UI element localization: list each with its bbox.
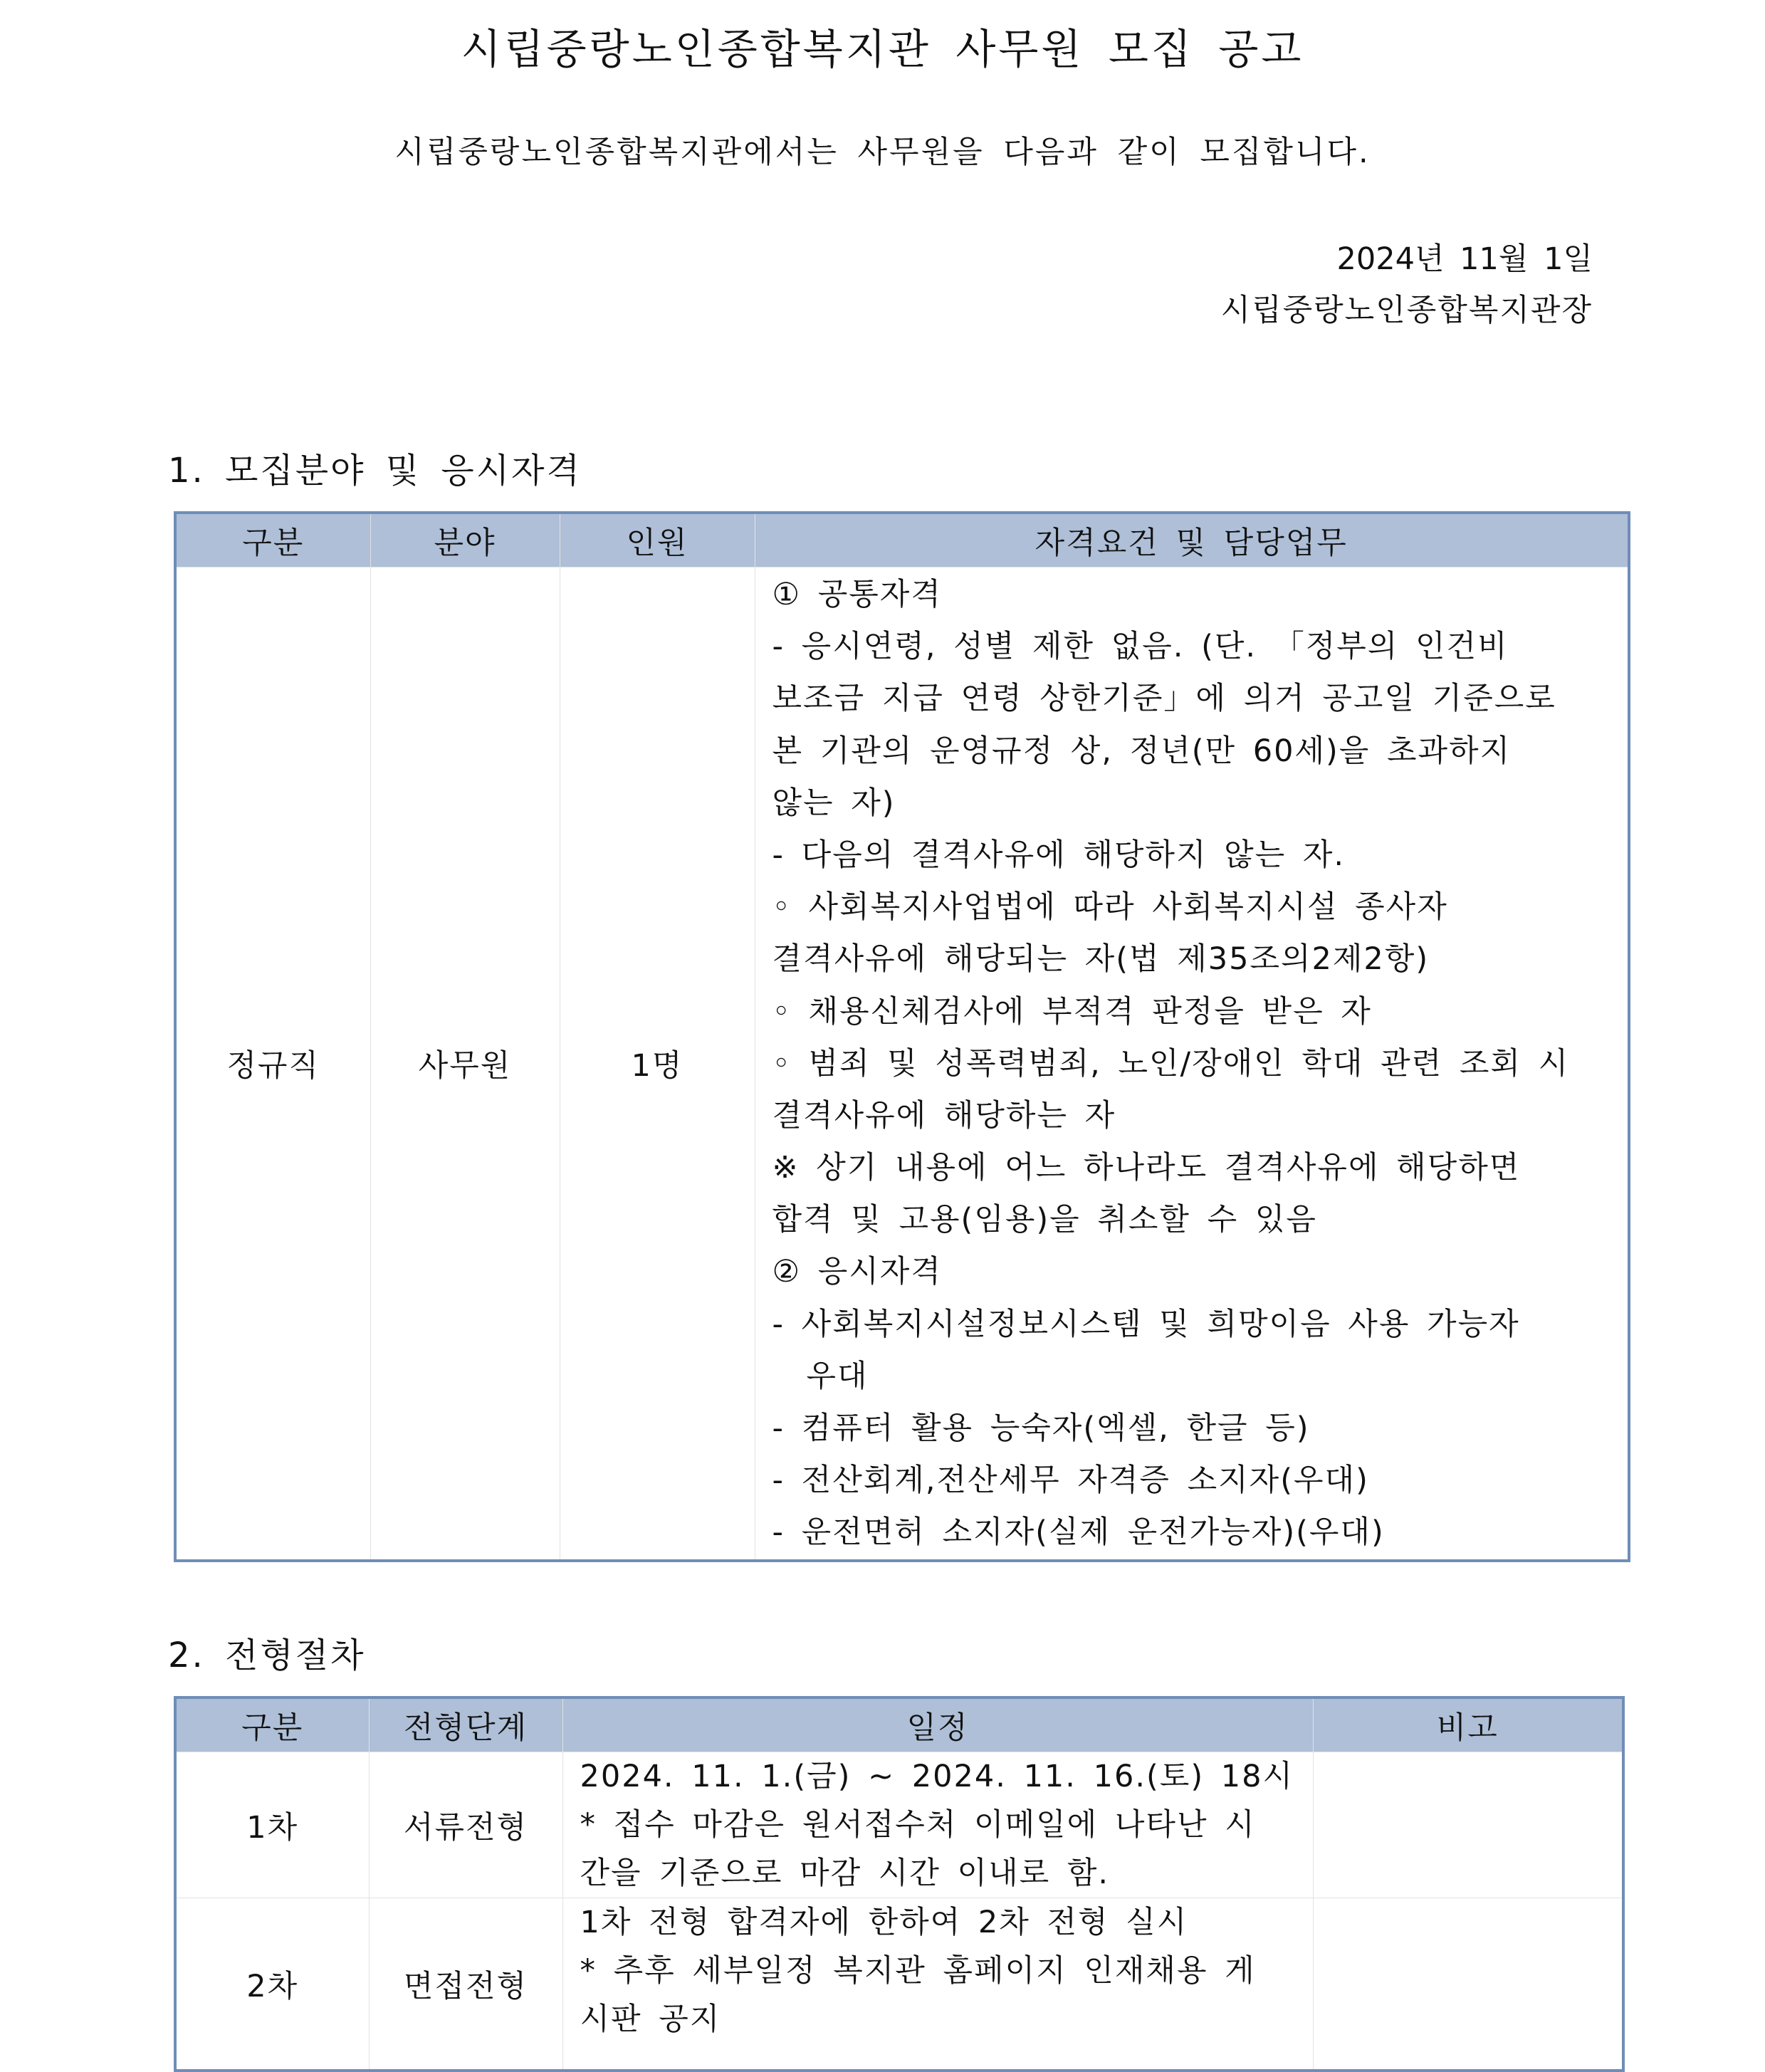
- requirement-line: ※ 상기 내용에 어느 하나라도 결격사유에 해당하면: [772, 1150, 1521, 1186]
- cell-note: [1313, 1898, 1623, 2071]
- schedule-line: 간을 기준으로 마감 시간 이내로 함.: [580, 1856, 1110, 1891]
- header-category: 구분: [175, 513, 370, 567]
- schedule-line: 시판 공지: [580, 2002, 721, 2037]
- header-stage: 전형단계: [369, 1697, 562, 1752]
- header-field: 분야: [370, 513, 560, 567]
- requirement-line: 우대: [806, 1358, 869, 1394]
- requirement-line: - 운전면허 소지자(실제 운전가능자)(우대): [772, 1514, 1385, 1551]
- header-schedule: 일정: [562, 1697, 1313, 1752]
- requirement-line: - 다음의 결격사유에 해당하지 않는 자.: [772, 837, 1346, 873]
- intro-text: 시립중랑노인종합복지관에서는 사무원을 다음과 같이 모집합니다.: [394, 135, 1371, 170]
- requirement-line: 본 기관의 운영규정 상, 정년(만 60세)을 초과하지: [772, 733, 1512, 769]
- requirement-line: ◦ 사회복지사업법에 따라 사회복지시설 종사자: [772, 889, 1448, 926]
- requirement-line: ◦ 채용신체검사에 부적격 판정을 받은 자: [772, 993, 1372, 1030]
- requirement-line: - 사회복지시설정보시스템 및 희망이음 사용 가능자: [772, 1306, 1520, 1342]
- requirement-line: - 전산회계,전산세무 자격증 소지자(우대): [772, 1463, 1369, 1499]
- header-requirements: 자격요건 및 담당업무: [755, 513, 1629, 567]
- table-row: [175, 1898, 1623, 2071]
- table-header-row: [175, 1697, 1623, 1752]
- cell-note: [1313, 1752, 1623, 1898]
- cell-stage: 면접전형: [369, 1898, 562, 2071]
- cell-category: 정규직: [175, 567, 370, 1561]
- page-title: 시립중랑노인종합복지관 사무원 모집 공고: [461, 25, 1304, 73]
- requirement-line: 않는 자): [772, 785, 896, 821]
- schedule-line: 2024. 11. 1.(금) ~ 2024. 11. 16.(토) 18시: [580, 1759, 1294, 1794]
- schedule-line: 1차 전형 합격자에 한하여 2차 전형 실시: [580, 1905, 1188, 1940]
- cell-stage: 서류전형: [369, 1752, 562, 1898]
- signer-name: 시립중랑노인종합복지관장: [1220, 293, 1593, 328]
- requirement-line: - 응시연령, 성별 제한 없음. (단. 「정부의 인건비: [772, 629, 1509, 665]
- cell-headcount: 1명: [560, 567, 755, 1561]
- selection-process-table: [174, 1696, 1625, 2072]
- header-round: 구분: [175, 1697, 369, 1752]
- cell-round: 1차: [175, 1752, 369, 1898]
- cell-requirements: [755, 567, 1629, 1561]
- header-note: 비고: [1313, 1697, 1623, 1752]
- section1-heading: 1. 모집분야 및 응시자격: [168, 451, 582, 491]
- section2-heading: 2. 전형절차: [168, 1636, 366, 1675]
- requirement-line: 결격사유에 해당되는 자(법 제35조의2제2항): [772, 941, 1430, 978]
- table-row: [175, 567, 1629, 1561]
- requirement-line: ② 응시자격: [772, 1254, 942, 1290]
- table-header-row: [175, 513, 1629, 567]
- schedule-line: * 접수 마감은 원서접수처 이메일에 나타난 시: [580, 1807, 1256, 1843]
- requirement-line: 보조금 지급 연령 상한기준」에 의거 공고일 기준으로: [772, 681, 1556, 717]
- table-row: [175, 1752, 1623, 1898]
- cell-round: 2차: [175, 1898, 369, 2071]
- recruitment-table: [174, 511, 1630, 1562]
- requirement-line: 합격 및 고용(임용)을 취소할 수 있음: [772, 1202, 1317, 1238]
- requirement-line: - 컴퓨터 활용 능숙자(엑셀, 한글 등): [772, 1411, 1310, 1446]
- schedule-line: * 추후 세부일정 복지관 홈페이지 인재채용 게: [580, 1953, 1256, 1989]
- cell-field: 사무원: [370, 567, 560, 1561]
- requirement-line: 결격사유에 해당하는 자: [772, 1097, 1116, 1134]
- cell-schedule: [562, 1898, 1313, 2071]
- requirement-line: ① 공통자격: [772, 577, 942, 612]
- cell-schedule: [562, 1752, 1313, 1898]
- header-headcount: 인원: [560, 513, 755, 567]
- requirement-line: ◦ 범죄 및 성폭력범죄, 노인/장애인 학대 관련 조회 시: [772, 1045, 1570, 1082]
- announcement-date: 2024년 11월 1일: [1336, 241, 1593, 277]
